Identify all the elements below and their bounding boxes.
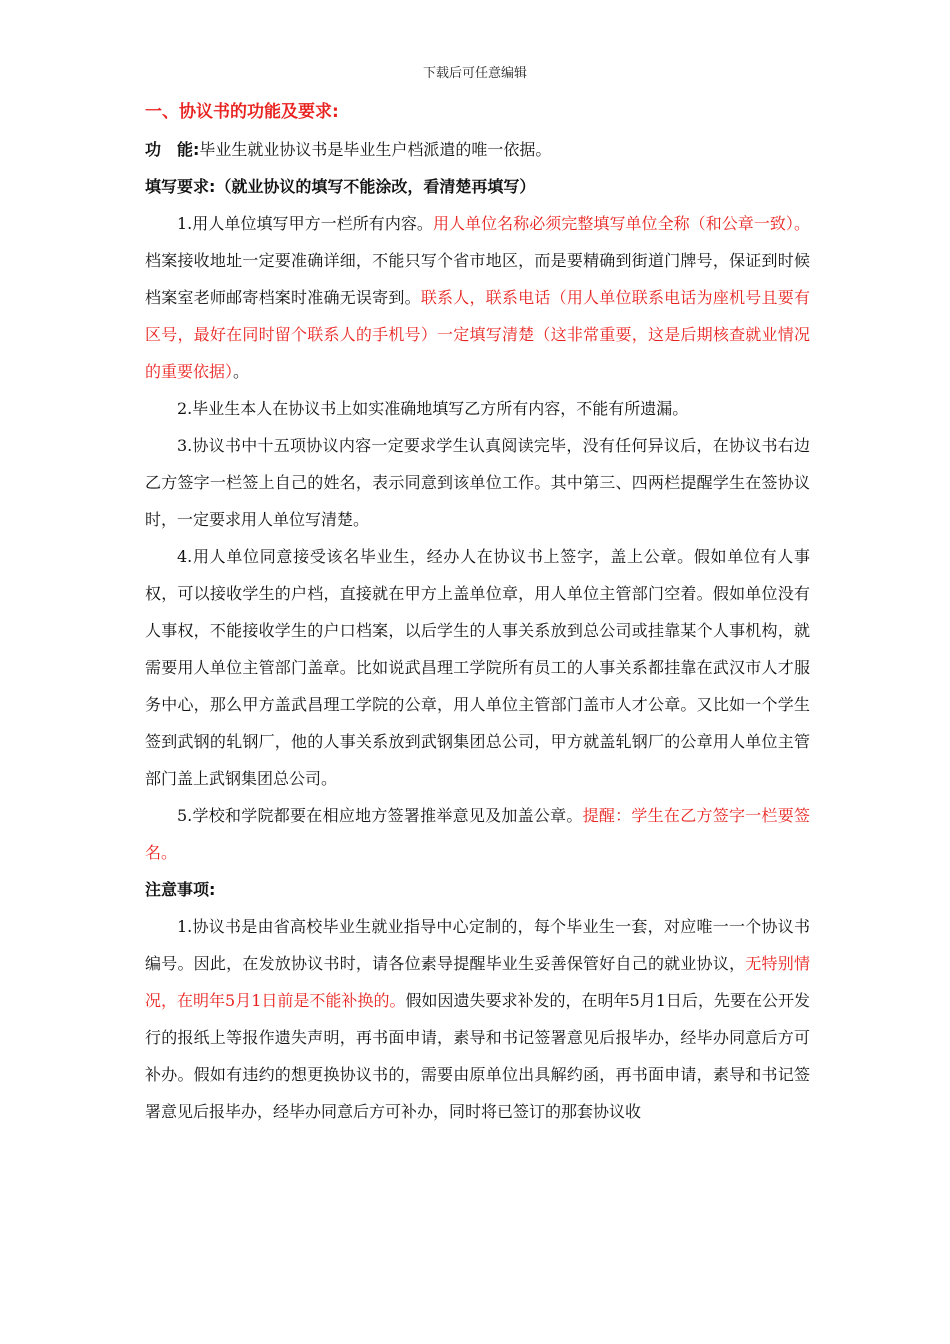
- function-label: 功 能:: [145, 140, 200, 159]
- paragraph-4: 4.用人单位同意接受该名毕业生，经办人在协议书上签字，盖上公章。假如单位有人事权，可以接收学生的户档，直接就在甲方上盖单位章，用人单位主管部门空着。假如单位没有人事权，不能接收学生的户口档案，以后学生的人事关系放到总公司或挂靠某个人事机构，就需要用人单位主管部门盖章。比如说武昌理工学院所有员工的人事关系都挂靠在武汉市人才服务中心，那么甲方盖武昌理工学院的公章，用人单位主管部门盖市人才公章。又比如一个学生签到武钢的轧钢厂，他的人事关系放到武钢集团总公司，甲方就盖轧钢厂的公章用人单位主管部门盖上武钢集团总公司。: [145, 547, 810, 788]
- function-line: [145, 131, 810, 168]
- paragraph-1: [145, 205, 810, 390]
- p1-text-red-d: 联系人，联系电话（用人单位联系电话为座机号且要有区号，最好在同时留个联系人的手机号）一定填写清楚（这非常重要，这是后期核查就业情况的重要依据）: [145, 288, 810, 381]
- paragraph-3: 3.协议书中十五项协议内容一定要求学生认真阅读完毕，没有任何异议后，在协议书右边乙方签字一栏签上自己的姓名，表示同意到该单位工作。其中第三、四两栏提醒学生在签协议时，一定要求用人单位写清楚。: [145, 436, 810, 529]
- p1-text-c: 档案接收地址一定要准确详细，不能只写个省市地区，而是要精确到街道门牌号，保证到时候档案室老师邮寄档案时准确无误寄到。: [145, 251, 810, 307]
- p1-text-red-b: 用人单位名称必须完整填写单位全称（和公章一致）。: [432, 214, 810, 233]
- notes-label: 注意事项:: [145, 880, 216, 899]
- document-body: [145, 94, 810, 1130]
- n1-text-c: 假如因遗失要求补发的，在明年5月1日后，先要在公开发行的报纸上等报作遗失声明，再书面申请，素导和书记签署意见后报毕办，经毕办同意后方可补办。假如有违约的想更换协议书的，需要由原单位出具解约函，再书面申请，素导和书记签署意见后报毕办，经毕办同意后方可补办，同时将已签订的那套协议收: [145, 991, 810, 1121]
- paragraph-2: 2.毕业生本人在协议书上如实准确地填写乙方所有内容，不能有所遗漏。: [177, 399, 689, 418]
- paragraph-5: [145, 797, 810, 871]
- n1-text-a: 1.协议书是由省高校毕业生就业指导中心定制的，每个毕业生一套，对应唯一一个协议书编号。因此，在发放协议书时，请各位素导提醒毕业生妥善保管好自己的就业协议，: [145, 917, 810, 973]
- fill-requirements-label: 填写要求:（就业协议的填写不能涂改，看清楚再填写）: [145, 177, 536, 196]
- function-text: 毕业生就业协议书是毕业生户档派遣的唯一依据。: [199, 140, 552, 159]
- note-1: [145, 908, 810, 1130]
- page-header: 下载后可任意编辑: [422, 66, 527, 81]
- p5-text-a: 5.学校和学院都要在相应地方签署推举意见及加盖公章。: [177, 806, 583, 825]
- p1-text-e: 。: [233, 362, 250, 381]
- p5-text-red-b: 提醒：学生在乙方签字一栏要签名。: [145, 806, 810, 862]
- p1-text-a: 1.用人单位填写甲方一栏所有内容。: [177, 214, 433, 233]
- section-title: 一、协议书的功能及要求:: [145, 102, 339, 122]
- n1-text-red-b: 无特别情况，在明年5月1日前是不能补换的。: [145, 954, 810, 1010]
